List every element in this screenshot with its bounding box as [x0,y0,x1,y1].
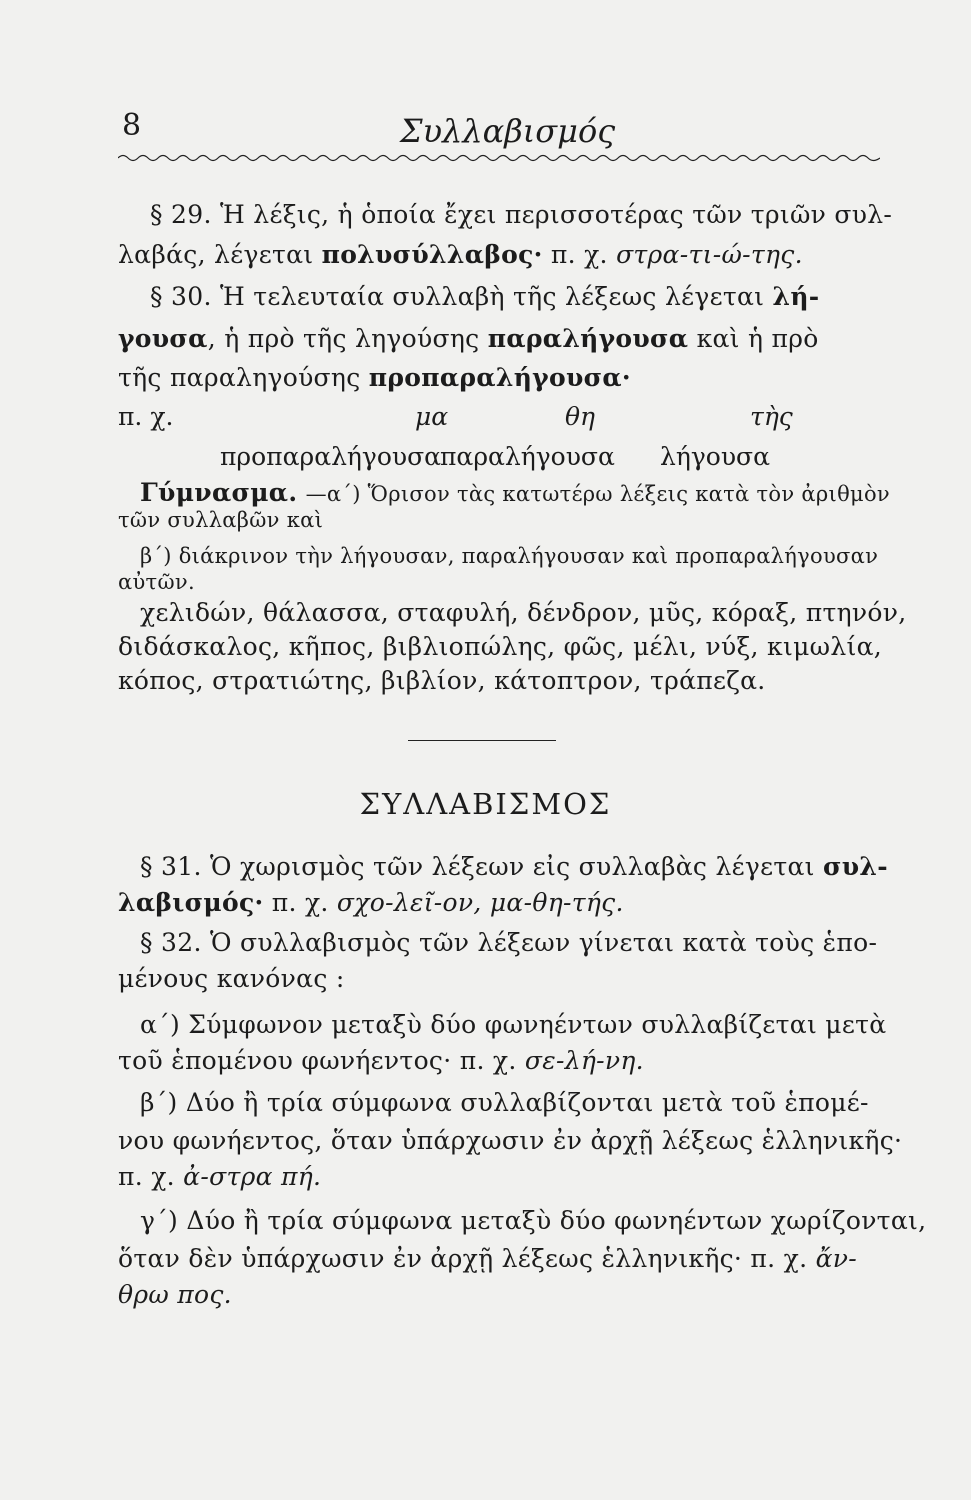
term-proparaligousa: προπαραλήγουσα· [368,363,631,392]
para29-eg: π. χ. [542,240,617,269]
term-syllab-part: συλ- [823,852,888,881]
syllable-the: θη [565,402,596,431]
section-heading: ΣΥΛΛΑΒΙΣΜΟΣ [359,787,612,821]
exercise-line2: τῶν συλλαβῶν καὶ [118,508,324,532]
running-title: Συλλαβισμός [400,112,616,150]
example-label: π. χ. [118,402,174,431]
rule-b-example: ἀ-στρα πή. [183,1162,322,1191]
para29-example: στρα-τι-ώ-της. [616,240,803,269]
rule-c-text: ὅταν δὲν ὑπάρχωσιν ἐν ἀρχῇ λέξεως ἑλληνικῆς· π. χ. [118,1244,816,1273]
page-number: 8 [122,108,142,143]
para29-line2 [118,240,803,269]
rule-b-line1: β΄) Δύο ἢ τρία σύμφωνα συλλαβίζονται μετὰ τοῦ ἑπομέ- [140,1088,869,1117]
exercise-words-1: χελιδών, θάλασσα, σταφυλή, δένδρον, μῦς, κόραξ, πτηνόν, [140,598,907,627]
term-paraligousa: παραλήγουσα [487,324,689,353]
rule-c-example-part: ἄν- [815,1244,858,1273]
para30-line3 [118,363,631,392]
rule-a-text: τοῦ ἑπομένου φωνήεντος· π. χ. [118,1046,525,1075]
exercise-line3: β΄) διάκρινον τὴν λήγουσαν, παραλήγουσαν καὶ προπαραλήγουσαν [140,544,879,568]
term-polysyllabic: πολυσύλλαβος· [321,240,543,269]
term-ligousa: γουσα [118,324,208,353]
para30-text: § 30. Ἡ τελευταία συλλαβὴ τῆς λέξεως λέγεται [150,282,773,311]
header-wavy-rule [118,150,880,166]
section-divider [408,740,556,741]
exercise-line4: αὐτῶν. [118,570,195,594]
term-syllabismos: λαβισμός· [118,888,264,917]
rule-a-line1: α΄) Σύμφωνον μεταξὺ δύο φωνηέντων συλλαβίζεται μετὰ [140,1010,887,1039]
exercise-label: Γύμνασμα. [140,478,298,507]
para31-line1 [140,852,888,881]
syllable-tis: τὴς [750,402,793,431]
para31-example: σχο-λεῖ-ον, μα-θη-τής. [336,888,624,917]
label-proparaligousa: προπαραλήγουσα [220,442,442,471]
syllable-ma: μα [415,402,449,431]
para30-line2 [118,324,819,353]
para30-text4: τῆς παραληγούσης [118,363,369,392]
para32-line2: μένους κανόνας : [118,964,345,993]
para31-line2 [118,888,624,917]
exercise-words-3: κόπος, στρατιώτης, βιβλίον, κάτοπτρον, τράπεζα. [118,666,766,695]
para31-text: § 31. Ὁ χωρισμὸς τῶν λέξεων εἰς συλλαβὰς λέγεται [140,852,824,881]
para30-text2: , ἡ πρὸ τῆς ληγούσης [207,324,488,353]
exercise-instruction-a: —α΄) Ὅρισον τὰς κατωτέρω λέξεις κατὰ τὸν ἀριθμὸν [305,482,890,506]
term-ligousa-part: λή- [772,282,820,311]
rule-c-line3: θρω πος. [118,1280,232,1309]
rule-b-line3 [118,1162,321,1191]
para32-line1: § 32. Ὁ συλλαβισμὸς τῶν λέξεων γίνεται κατὰ τοὺς ἑπο- [140,928,878,957]
rule-c-line1: γ΄) Δύο ἢ τρία σύμφωνα μεταξὺ δύο φωνηέντων χωρίζονται, [140,1206,927,1235]
para30-text3: καὶ ἡ πρὸ [688,324,819,353]
rule-b-eg: π. χ. [118,1162,184,1191]
rule-c-line2 [118,1244,857,1273]
para30-line1 [150,282,819,311]
rule-b-line2: νου φωνήεντος, ὅταν ὑπάρχωσιν ἐν ἀρχῇ λέξεως ἑλληνικῆς· [118,1126,903,1155]
para29-text: λαβάς, λέγεται [118,240,322,269]
para29-line1: § 29. Ἡ λέξις, ἡ ὁποία ἔχει περισσοτέρας τῶν τριῶν συλ- [150,200,893,229]
rule-a-example: σε-λή-νη. [524,1046,644,1075]
label-paraligousa: παραλήγουσα [440,442,615,471]
para31-eg: π. χ. [263,888,337,917]
exercise-words-2: διδάσκαλος, κῆπος, βιβλιοπώλης, φῶς, μέλι, νύξ, κιμωλία, [118,632,882,661]
exercise-line1 [140,478,890,507]
label-ligousa: λήγουσα [660,442,770,471]
rule-a-line2 [118,1046,644,1075]
